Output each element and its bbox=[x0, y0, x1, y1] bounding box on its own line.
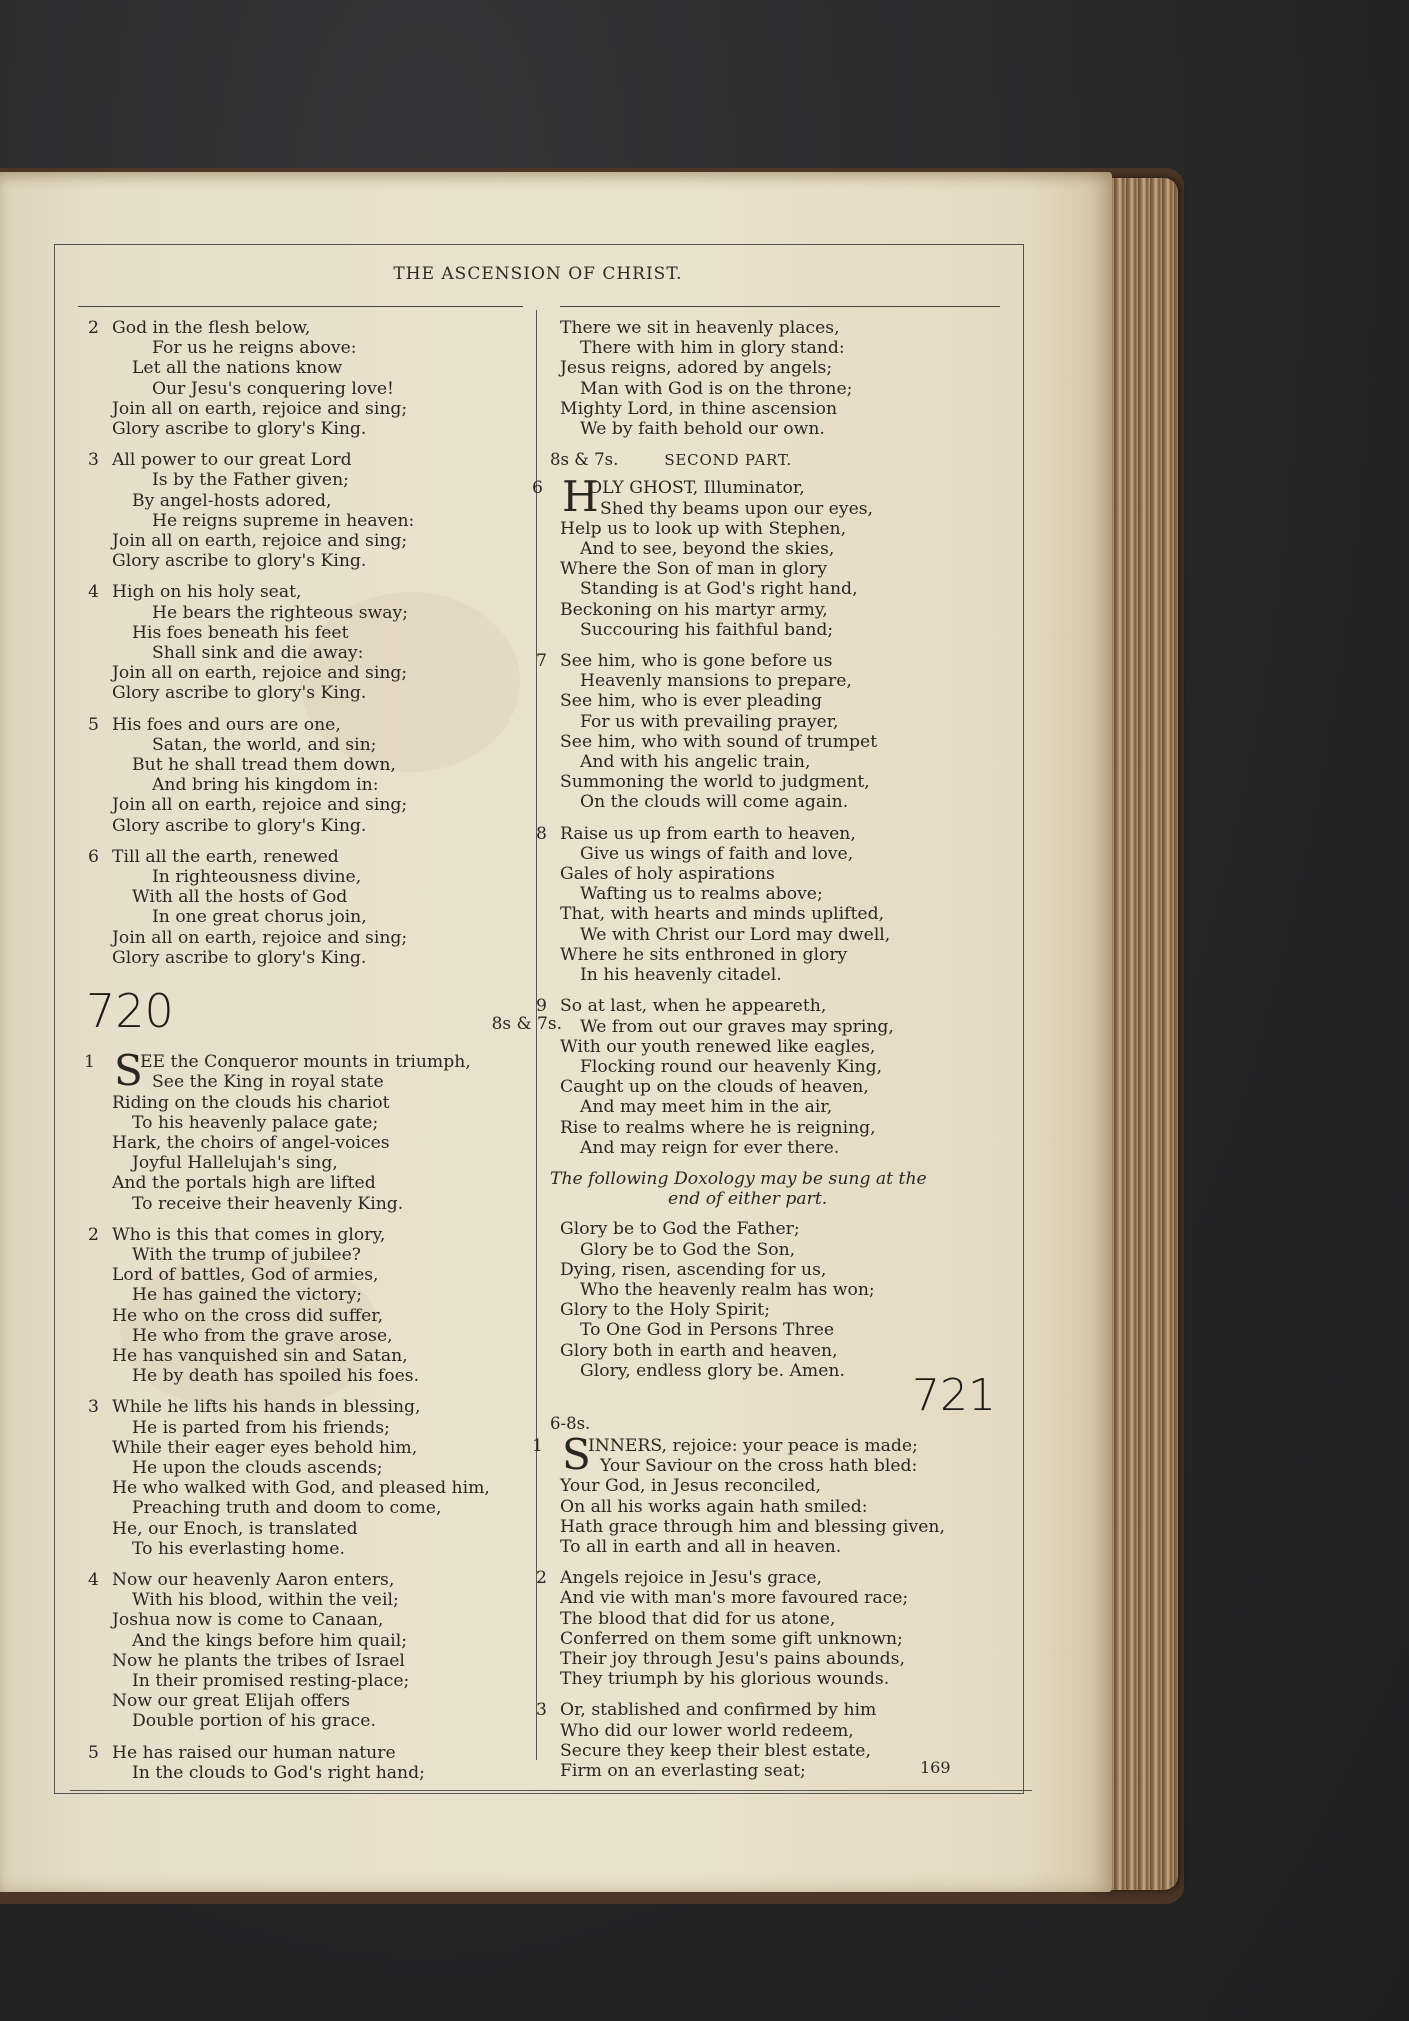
hymn-number: 720 bbox=[86, 984, 174, 1039]
right-column bbox=[532, 318, 1010, 1792]
stanza-line: Satan, the world, and sin; bbox=[152, 734, 377, 755]
doxology-line: Glory be to God the Father; bbox=[560, 1219, 800, 1240]
stanza-line bbox=[536, 1700, 1010, 1721]
drop-cap: H bbox=[562, 472, 599, 522]
stanza-line: Give us wings of faith and love, bbox=[580, 843, 854, 864]
line-text: See him, who is gone before us bbox=[560, 651, 833, 672]
line-text: Or, stablished and confirmed by him bbox=[560, 1700, 877, 1721]
doxology-line: Glory, endless glory be. Amen. bbox=[580, 1360, 845, 1381]
stanza-line: Beckoning on his martyr army, bbox=[560, 599, 828, 620]
stanza-number: 4 bbox=[88, 582, 99, 603]
stanza bbox=[88, 1742, 532, 1783]
stanza-line: Shall sink and die away: bbox=[152, 643, 364, 664]
stanza-line: Joshua now is come to Canaan, bbox=[112, 1610, 384, 1631]
stanza-line: Wafting us to realms above; bbox=[580, 884, 823, 905]
stanza-line: Where the Son of man in glory bbox=[560, 559, 828, 580]
stanza-line bbox=[88, 1397, 532, 1418]
stanza-line: Conferred on them some gift unknown; bbox=[560, 1628, 903, 1649]
stanza-line: Is by the Father given; bbox=[152, 470, 349, 491]
stanza-line: Where he sits enthroned in glory bbox=[560, 944, 848, 965]
line-text: Raise us up from earth to heaven, bbox=[560, 823, 856, 844]
stanza-line: They triumph by his glorious wounds. bbox=[560, 1669, 890, 1690]
stanza-line: And may meet him in the air, bbox=[580, 1097, 833, 1118]
stanza-line: In their promised resting-place; bbox=[132, 1670, 410, 1691]
stanza-line bbox=[88, 1224, 532, 1245]
stanza-line bbox=[88, 1569, 532, 1590]
line-text: God in the flesh below, bbox=[112, 318, 311, 338]
line-text: Angels rejoice in Jesu's grace, bbox=[560, 1568, 822, 1589]
stanza-line: On the clouds will come again. bbox=[580, 792, 849, 813]
stanza-line: To all in earth and all in heaven. bbox=[560, 1536, 842, 1557]
stanza bbox=[88, 714, 532, 836]
stanza-line: Man with God is on the throne; bbox=[580, 378, 853, 399]
stanza-line bbox=[88, 318, 532, 338]
stanza-line: Glory ascribe to glory's King. bbox=[112, 683, 367, 704]
caption-line: The following Doxology may be sung at the bbox=[550, 1168, 927, 1189]
stanza-line: Hark, the choirs of angel-voices bbox=[112, 1132, 390, 1153]
line-text: While he lifts his hands in blessing, bbox=[112, 1397, 421, 1418]
stanza-line: Preaching truth and doom to come, bbox=[132, 1498, 442, 1519]
stanza-line: Flocking round our heavenly King, bbox=[580, 1056, 883, 1077]
stanza-line: In righteousness divine, bbox=[152, 867, 362, 888]
stanza-line: On all his works again hath smiled: bbox=[560, 1496, 868, 1517]
stanza-line: Your God, in Jesus reconciled, bbox=[560, 1476, 821, 1497]
stanza-line bbox=[88, 1742, 532, 1763]
stanza-line: Join all on earth, rejoice and sing; bbox=[112, 398, 408, 419]
stanza-line: For us with prevailing prayer, bbox=[580, 711, 839, 732]
stanza-line: Help us to look up with Stephen, bbox=[560, 518, 847, 539]
stanza-line: We from out our graves may spring, bbox=[580, 1016, 894, 1037]
stanza-line: While their eager eyes behold him, bbox=[112, 1437, 418, 1458]
line-text: High on his holy seat, bbox=[112, 582, 302, 603]
stanza-line: Gales of holy aspirations bbox=[560, 864, 775, 885]
stanza-line bbox=[88, 450, 532, 471]
stanza-line bbox=[88, 714, 532, 735]
stanza bbox=[88, 1569, 532, 1732]
stanza-line: Hath grace through him and blessing given, bbox=[560, 1516, 945, 1537]
stanza-line: Riding on the clouds his chariot bbox=[112, 1092, 390, 1113]
stanza-line: That, with hearts and minds uplifted, bbox=[560, 904, 885, 925]
stanza-number: 8 bbox=[536, 823, 547, 844]
line-text: EE the Conqueror mounts in triumph, bbox=[140, 1052, 471, 1073]
stanza-number: 3 bbox=[88, 450, 99, 471]
line-text: His foes and ours are one, bbox=[112, 714, 341, 735]
stanza-line: Join all on earth, rejoice and sing; bbox=[112, 531, 408, 552]
stanza-line: He upon the clouds ascends; bbox=[132, 1457, 383, 1478]
stanza-line: To his heavenly palace gate; bbox=[132, 1112, 379, 1133]
stanza-number: 2 bbox=[88, 318, 99, 338]
stanza-line: Let all the nations know bbox=[132, 358, 343, 379]
stanza-line: Join all on earth, rejoice and sing; bbox=[112, 795, 408, 816]
stanza-line bbox=[536, 1568, 1010, 1589]
stanza-number: 4 bbox=[88, 1569, 99, 1590]
stanza bbox=[88, 582, 532, 704]
stanza-number: 3 bbox=[88, 1397, 99, 1418]
stanza-line: Glory ascribe to glory's King. bbox=[112, 551, 367, 572]
stanza-line: Our Jesu's conquering love! bbox=[152, 378, 394, 399]
line-text: Now our heavenly Aaron enters, bbox=[112, 1569, 395, 1590]
stanza bbox=[536, 823, 1010, 986]
doxology-line: Glory be to God the Son, bbox=[580, 1239, 796, 1260]
hymn-720-header bbox=[86, 984, 562, 1046]
stanza-line: He, our Enoch, is translated bbox=[112, 1518, 358, 1539]
stanza-line: Now he plants the tribes of Israel bbox=[112, 1650, 405, 1671]
stanza-line: With all the hosts of God bbox=[132, 887, 348, 908]
stanza-line: He bears the righteous sway; bbox=[152, 602, 408, 623]
hymn-meter: 8s & 7s. bbox=[491, 1014, 562, 1035]
stanza-number: 3 bbox=[536, 1700, 547, 1721]
line-text: He has raised our human nature bbox=[112, 1742, 396, 1763]
stanza-line: With the trump of jubilee? bbox=[132, 1244, 361, 1265]
stanza-line: Succouring his faithful band; bbox=[580, 619, 834, 640]
stanza-line: To receive their heavenly King. bbox=[132, 1193, 404, 1214]
stanza-line: He who on the cross did suffer, bbox=[112, 1305, 384, 1326]
doxology-line: Who the heavenly realm has won; bbox=[580, 1279, 875, 1300]
line-text: All power to our great Lord bbox=[112, 450, 352, 471]
line-text: OLY GHOST, Illuminator, bbox=[588, 478, 805, 499]
line-text: Who is this that comes in glory, bbox=[112, 1224, 386, 1245]
stanza-line: He reigns supreme in heaven: bbox=[152, 510, 415, 531]
stanza bbox=[88, 450, 532, 572]
part-meter: 8s & 7s. bbox=[550, 450, 619, 470]
stanza-line: For us he reigns above: bbox=[152, 338, 357, 359]
stanza-number: 2 bbox=[536, 1568, 547, 1589]
stanza-line: We by faith behold our own. bbox=[580, 419, 825, 440]
stanza-line: Who did our lower world redeem, bbox=[560, 1720, 854, 1741]
stanza-line: Heavenly mansions to prepare, bbox=[580, 671, 852, 692]
doxology-caption bbox=[550, 1169, 1010, 1209]
stanza-line: See him, who is ever pleading bbox=[560, 691, 822, 712]
stanza-line: And vie with man's more favoured race; bbox=[560, 1588, 909, 1609]
stanza-line: Now our great Elijah offers bbox=[112, 1691, 351, 1712]
stanza-number: 6 bbox=[532, 478, 543, 499]
stanza-line: Standing is at God's right hand, bbox=[580, 579, 858, 600]
stanza-line: Join all on earth, rejoice and sing; bbox=[112, 663, 408, 684]
stanza-line bbox=[88, 846, 532, 867]
stanza-line: See him, who with sound of trumpet bbox=[560, 731, 878, 752]
stanza-line: See the King in royal state bbox=[152, 1072, 384, 1093]
stanza-line: Caught up on the clouds of heaven, bbox=[560, 1077, 869, 1098]
stanza bbox=[84, 1046, 532, 1214]
stanza-line bbox=[536, 823, 1010, 844]
column-divider bbox=[536, 310, 537, 1760]
second-part-heading bbox=[550, 450, 1010, 470]
stanza bbox=[532, 472, 1010, 640]
doxology-line: Dying, risen, ascending for us, bbox=[560, 1259, 827, 1280]
stanza-line: Joyful Hallelujah's sing, bbox=[132, 1153, 338, 1174]
stanza-line: Double portion of his grace. bbox=[132, 1711, 376, 1732]
stanza-line: He has gained the victory; bbox=[132, 1285, 363, 1306]
stanza-line: Jesus reigns, adored by angels; bbox=[560, 358, 833, 379]
doxology bbox=[560, 1219, 1010, 1381]
stanza-line: But he shall tread them down, bbox=[132, 755, 396, 776]
left-column bbox=[84, 318, 562, 1794]
stanza-line: And may reign for ever there. bbox=[580, 1137, 840, 1158]
stanza-line: Your Saviour on the cross hath bled: bbox=[600, 1456, 918, 1477]
stanza-line bbox=[536, 651, 1010, 672]
stanza-line: Their joy through Jesu's pains abounds, bbox=[560, 1648, 905, 1669]
stanza-line: And the kings before him quail; bbox=[132, 1630, 407, 1651]
stanza-line: With his blood, within the veil; bbox=[132, 1590, 399, 1611]
stanza-line: Summoning the world to judgment, bbox=[560, 772, 870, 793]
stanza-line: He has vanquished sin and Satan, bbox=[112, 1345, 408, 1366]
stanza-line: Glory ascribe to glory's King. bbox=[112, 419, 367, 440]
stanza-line: There with him in glory stand: bbox=[580, 338, 845, 359]
stanza-line: By angel-hosts adored, bbox=[132, 490, 332, 511]
stanza-line: Glory ascribe to glory's King. bbox=[112, 947, 367, 968]
stanza-line: Secure they keep their blest estate, bbox=[560, 1740, 871, 1761]
head-rule-left bbox=[78, 306, 523, 307]
stanza-line: In the clouds to God's right hand; bbox=[132, 1762, 425, 1783]
stanza-line: In his heavenly citadel. bbox=[580, 965, 782, 986]
stanza-line: There we sit in heavenly places, bbox=[560, 318, 840, 338]
stanza bbox=[88, 1224, 532, 1387]
stanza bbox=[88, 846, 532, 968]
stanza-line: Rise to realms where he is reigning, bbox=[560, 1117, 876, 1138]
stanza-line: He who walked with God, and pleased him, bbox=[112, 1478, 490, 1499]
stanza-line: He by death has spoiled his foes. bbox=[132, 1366, 420, 1387]
stanza bbox=[536, 996, 1010, 1158]
stanza-line: Shed thy beams upon our eyes, bbox=[600, 498, 874, 519]
stanza-number: 5 bbox=[88, 1742, 99, 1763]
drop-cap: S bbox=[114, 1046, 143, 1096]
stanza-number: 1 bbox=[532, 1435, 543, 1456]
stanza-line: Firm on an everlasting seat; bbox=[560, 1761, 806, 1781]
stanza bbox=[536, 651, 1010, 813]
stanza bbox=[532, 1429, 1010, 1557]
stanza-number: 7 bbox=[536, 651, 547, 672]
stanza-line: Mighty Lord, in thine ascension bbox=[560, 398, 838, 419]
stanza-line bbox=[88, 582, 532, 603]
stanza-line: And bring his kingdom in: bbox=[152, 775, 379, 796]
stanza-number: 5 bbox=[88, 714, 99, 735]
drop-cap: S bbox=[562, 1429, 591, 1479]
stanza bbox=[88, 1397, 532, 1559]
doxology-line: To One God in Persons Three bbox=[580, 1320, 835, 1341]
caption-line: end of either part. bbox=[668, 1189, 828, 1210]
stanza-line: To his everlasting home. bbox=[132, 1538, 345, 1559]
line-text: So at last, when he appeareth, bbox=[560, 996, 827, 1017]
hymn-number: 721 bbox=[912, 1369, 996, 1421]
stanza-number: 6 bbox=[88, 846, 99, 867]
stanza-number: 1 bbox=[84, 1052, 95, 1073]
stanza-line: And the portals high are lifted bbox=[112, 1173, 376, 1194]
line-text: INNERS, rejoice: your peace is made; bbox=[588, 1435, 918, 1456]
stanza-line bbox=[536, 996, 1010, 1017]
stanza-continuation bbox=[560, 318, 1010, 439]
stanza-line: In one great chorus join, bbox=[152, 907, 367, 928]
stanza-line: With our youth renewed like eagles, bbox=[560, 1036, 876, 1057]
stanza-line: And to see, beyond the skies, bbox=[580, 539, 835, 560]
doxology-line: Glory to the Holy Spirit; bbox=[560, 1300, 770, 1321]
doxology-line: Glory both in earth and heaven, bbox=[560, 1340, 838, 1361]
stanza-line: He is parted from his friends; bbox=[132, 1417, 390, 1438]
head-rule-right bbox=[560, 306, 1000, 307]
stanza-line: His foes beneath his feet bbox=[132, 622, 349, 643]
stanza-number: 9 bbox=[536, 996, 547, 1017]
stanza-line: Join all on earth, rejoice and sing; bbox=[112, 927, 408, 948]
running-head: THE ASCENSION OF CHRIST. bbox=[393, 264, 683, 284]
line-text: Till all the earth, renewed bbox=[112, 846, 339, 867]
stanza-line: Lord of battles, God of armies, bbox=[112, 1265, 379, 1286]
stanza-line: He who from the grave arose, bbox=[132, 1325, 393, 1346]
page-number: 169 bbox=[920, 1758, 951, 1777]
stanza bbox=[536, 1568, 1010, 1690]
stanza-line: We with Christ our Lord may dwell, bbox=[580, 924, 891, 945]
stanza-number: 2 bbox=[88, 1224, 99, 1245]
stanza-line: The blood that did for us atone, bbox=[560, 1608, 836, 1629]
hymn-meter: 6-8s. bbox=[550, 1413, 591, 1433]
part-title: SECOND PART. bbox=[664, 451, 793, 470]
stanza-line: And with his angelic train, bbox=[580, 752, 811, 773]
stanza bbox=[88, 318, 532, 440]
stanza-line: Glory ascribe to glory's King. bbox=[112, 815, 367, 836]
